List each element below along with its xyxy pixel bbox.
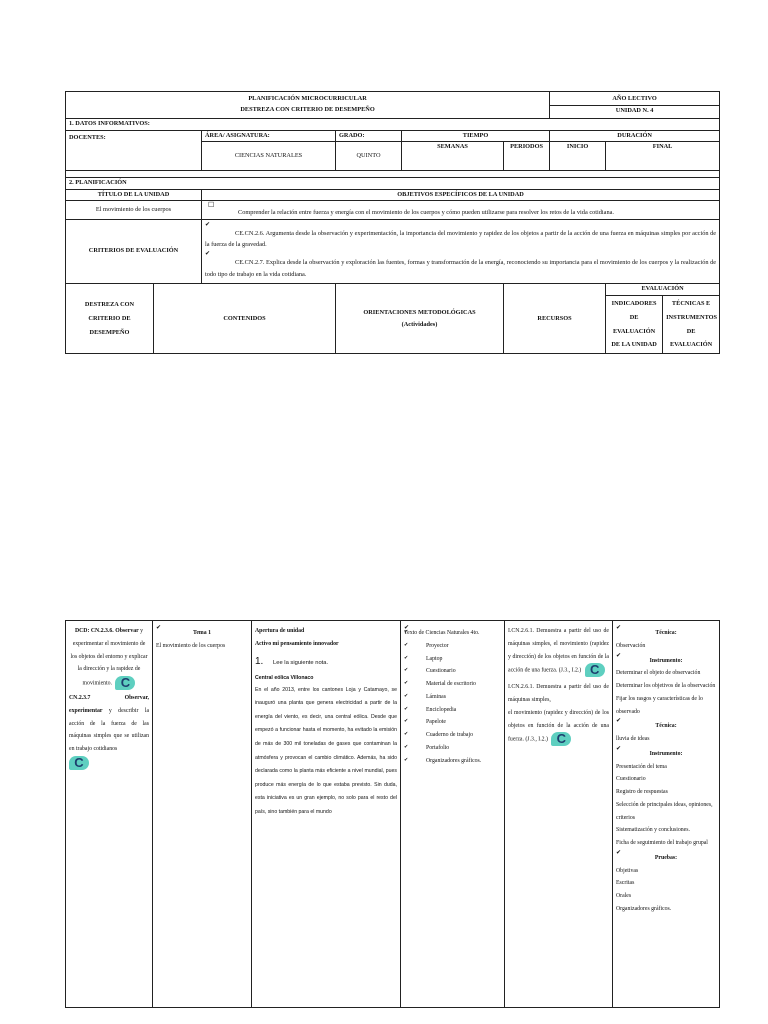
check-icon: ✔ — [205, 251, 211, 258]
tecnica-1-label: Técnica: — [655, 630, 677, 636]
prueba-item: Orales — [616, 893, 632, 899]
dcd-bold: DCD: CN.2.3.6. Observar — [74, 628, 139, 634]
cn237-observar: Observar, — [124, 695, 149, 702]
instrumento-2-list — [616, 761, 716, 850]
tecnica-2-label: Técnica: — [655, 723, 677, 730]
check-icon: ✔ — [404, 625, 410, 631]
inicio-label: INICIO — [550, 142, 606, 171]
check-icon: ✔ — [616, 718, 622, 725]
instrumento-2-label: Instrumento: — [649, 750, 683, 757]
col-recursos: RECURSOS — [504, 284, 606, 354]
anio-lectivo-label: AÑO LECTIVO — [550, 92, 720, 106]
criterio-2: CE.CN.2.7. Explica desde la observación y exploración las fuentes, formas y transformación de la energía, reconociendo su importancia para el movimiento de los cuerpos y la realización de todo tipo de trabajo en la vida cotidiana. — [205, 259, 717, 279]
destreza-cell — [66, 621, 153, 1008]
c-logo-icon: C — [115, 676, 135, 690]
recurso-item: ✔ Cuestionario — [404, 665, 501, 678]
objetivo-text: Comprender la relación entre fuerza y energía con el movimiento de los cuerpos y cómo pueden utilizarse para resolver los retos de la vida cotidiana. — [238, 209, 614, 216]
recurso-item: ✔ Papelote — [404, 716, 501, 729]
instrumento-item: Registro de respuestas — [616, 789, 668, 795]
pruebas-label: Pruebas: — [654, 854, 678, 861]
instrumento-item: Ficha de seguimiento del trabajo grupal — [616, 840, 708, 846]
central-title: Central eólica Villonaco — [255, 674, 314, 681]
recurso-item: ✔ Láminas — [404, 691, 501, 704]
docentes-label: DOCENTES: — [66, 130, 202, 171]
actividades-label: (Actividades) — [401, 320, 438, 328]
activo-title: Activo mi pensamiento innovador — [255, 640, 339, 647]
cn237-text: CN.2.3.7 Observar, experimentar y describir la acción de la fuerza de las máquinas simples que se utilizan en trabajo cotidianos — [69, 695, 150, 753]
recurso-item: ✔ Material de escritorio — [404, 678, 501, 691]
criterios-cell — [202, 219, 720, 284]
recurso-item: ✔ Organizadores gráficos. — [404, 755, 501, 768]
pruebas-list — [616, 865, 716, 916]
col-tecnicas: TÉCNICAS E INSTRUMENTOS DE EVALUACIÓN — [663, 295, 720, 353]
objetivos-label: OBJETIVOS ESPECÍFICOS DE LA UNIDAD — [202, 189, 720, 201]
col-indicadores: INDICADORES DE EVALUACIÓN DE LA UNIDAD — [606, 295, 663, 353]
indicadores-cell — [505, 621, 613, 1008]
apertura-title: Apertura de unidad — [255, 628, 305, 634]
cn237-experimentar: experimentar — [69, 707, 103, 714]
col-orientaciones — [336, 284, 504, 354]
tema-title: Tema 1 — [193, 630, 211, 636]
check-icon: ✔ — [616, 745, 622, 752]
titulo-unidad-label: TÍTULO DE LA UNIDAD — [66, 189, 202, 201]
check-icon: ✔ — [616, 849, 622, 856]
recurso-item: ✔ Texto de Ciencias Naturales 4to. — [404, 627, 501, 640]
recurso-item: ✔ Portafolio — [404, 742, 501, 755]
recurso-item: ✔ Laptop — [404, 653, 501, 666]
check-icon: ✔ — [156, 625, 162, 631]
c-logo-icon: C — [551, 732, 571, 746]
tecnica-1-value: Observación — [616, 642, 646, 649]
col-evaluacion: EVALUACIÓN — [606, 284, 720, 296]
grado-value: QUINTO — [336, 142, 402, 171]
instrumento-item: Cuestionario — [616, 776, 646, 783]
criterio-1: CE.CN.2.6. Argumenta desde la observación y experimentación, la importancia del movimiento y rapidez de los objetos a partir de la acción de una fuerza en máquinas simples por acción de la fuerza de la gravedad. — [205, 229, 717, 249]
tiempo-label: TIEMPO — [402, 130, 550, 142]
criterios-label: CRITERIOS DE EVALUACIÓN — [66, 219, 202, 284]
area-label: ÁREA/ ASIGNATURA: — [202, 130, 336, 142]
prueba-item: Organizadores gráficos. — [616, 905, 672, 912]
instrumento-item: Determinar el objeto de observación — [616, 670, 701, 677]
recurso-item: ✔ Enciclopedia — [404, 704, 501, 717]
tecnica-2-value: lluvia de ideas — [616, 736, 650, 742]
recurso-item: ✔ Proyector — [404, 640, 501, 653]
dcd-rest: y experimentar el movimiento de los objetos del entorno y explicar la dirección y la rapidez de movimiento. — [70, 628, 148, 687]
recursos-list — [404, 627, 501, 767]
cn237-rest: describir la acción de la fuerza de las máquinas simples que se utilizan en trabajo cotidianos — [69, 707, 150, 753]
check-icon: ✔ — [616, 652, 622, 659]
contenidos-cell — [153, 621, 252, 1008]
area-value: CIENCIAS NATURALES — [202, 142, 336, 171]
periodos-label: PERIODOS — [504, 142, 550, 171]
header-subtitle: DESTREZA CON CRITERIO DE DESEMPEÑO — [66, 105, 550, 119]
duracion-label: DURACIÓN — [550, 130, 720, 142]
tecnicas-cell — [613, 621, 720, 1008]
planificacion-heading: 2. PLANIFICACIÓN — [66, 178, 720, 190]
spacer-row — [66, 171, 720, 178]
cn237-code: CN.2.3.7 — [69, 695, 91, 702]
recursos-cell — [401, 621, 505, 1008]
final-label: FINAL — [606, 142, 720, 171]
c-logo-icon: C — [69, 756, 89, 770]
instrumento-item: Fijar los rasgos y características de lo observado — [616, 695, 703, 715]
col-contenidos: CONTENIDOS — [154, 284, 336, 354]
lee-text: Lee la siguiente nota. — [273, 659, 329, 666]
instrumento-item: Determinar los objetivos de la observación — [616, 683, 716, 689]
planning-table — [65, 91, 720, 354]
lee-line: 1. Lee la siguiente nota. — [255, 655, 329, 667]
unidad-label: UNIDAD N. 4 — [550, 105, 720, 119]
objetivo-cell — [202, 201, 720, 220]
grado-label: GRADO: — [336, 130, 402, 142]
semanas-label: SEMANAS — [402, 142, 504, 171]
tema-desc: El movimiento de los cuerpos — [156, 642, 226, 649]
indicador-1: I.CN.2.6.1. Demuestra a partir del uso de máquinas simples, el movimiento (rapidez y dirección) de los objetos en función de la acción de una fuerza. (J.3., I.2.) C — [508, 628, 609, 678]
check-icon: ✔ — [616, 625, 622, 631]
titulo-unidad-value: El movimiento de los cuerpos — [66, 201, 202, 220]
check-icon: ✔ — [205, 221, 211, 228]
instrumento-item: Selección de principales ideas, opiniones, criterios — [616, 801, 713, 821]
prueba-item: Escritas — [616, 880, 635, 887]
checkbox-icon: ☐ — [208, 201, 215, 209]
instrumento-item: Sistematización y conclusiones. — [616, 827, 690, 834]
orientaciones-cell — [252, 621, 401, 1008]
c-logo-icon: C — [585, 663, 605, 677]
central-text: En el año 2013, entre los cantones Loja y Catamayo, se inauguró una planta que genera electricidad a partir de la energía del viento, es decir, una central eólica. Desde que empezó a funcionar hasta el momento, ha evitado la emisión de más de 300 mil toneladas de gases que contaminan la atmósfera y provocan el cambio climático. Además, ha sido declarada como la planta más eficiente a nivel mundial, pues produce más energía de lo que estaba previsto. Sin duda, esta iniciativa es un gran ejemplo, no solo para el resto del país, sino también para el mundo — [255, 686, 397, 815]
dcd-text — [69, 625, 149, 690]
orientaciones-label: ORIENTACIONES METODOLÓGICAS — [363, 308, 476, 316]
header-title: PLANIFICACIÓN MICROCURRICULAR — [66, 92, 550, 106]
indicador-2: I.CN.2.6.1. Demuestra a partir del uso de máquinas simples, el movimiento (rapidez y dirección) de los objetos en función de la acción de una fuerza. (J.3., I.2.) C — [508, 684, 609, 747]
instrumento-item: Presentación del tema — [616, 763, 667, 770]
prueba-item: Objetivas — [616, 867, 639, 874]
content-table — [65, 620, 720, 1008]
instrumento-1-list — [616, 667, 716, 718]
recurso-item: ✔ Cuaderno de trabajo — [404, 729, 501, 742]
instrumento-1-label: Instrumento: — [649, 657, 683, 664]
col-destreza: DESTREZA CON CRITERIO DE DESEMPEÑO — [66, 284, 154, 354]
datos-heading: 1. DATOS INFORMATIVOS: — [66, 119, 720, 131]
